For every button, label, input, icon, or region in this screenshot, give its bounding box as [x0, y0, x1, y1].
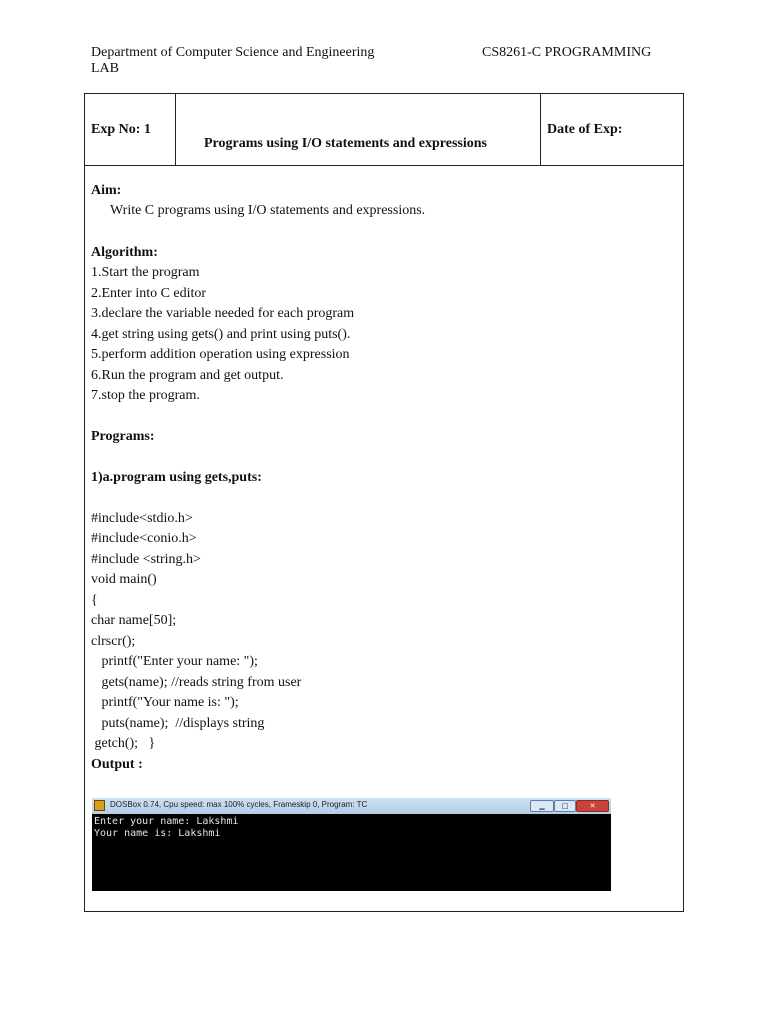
course-code: CS8261-C PROGRAMMING: [482, 45, 652, 60]
program-subheading: 1)a.program using gets,puts:: [91, 470, 262, 485]
algorithm-step: 1.Start the program: [91, 265, 200, 280]
console-line: Your name is: Lakshmi: [94, 828, 221, 839]
close-icon: ✕: [576, 800, 609, 812]
code-line: void main(): [91, 572, 157, 587]
exp-date-label: Date of Exp:: [547, 122, 623, 137]
algorithm-step: 3.declare the variable needed for each program: [91, 306, 355, 321]
dosbox-window-title: DOSBox 0.74, Cpu speed: max 100% cycles, Frameskip 0, Program: TC: [110, 800, 368, 809]
algorithm-heading: Algorithm:: [91, 245, 158, 260]
code-line: getch(); }: [91, 736, 156, 751]
dosbox-output-window: [92, 798, 611, 891]
algorithm-step: 6.Run the program and get output.: [91, 368, 284, 383]
code-line: char name[50];: [91, 613, 177, 628]
experiment-header-row: [85, 94, 683, 166]
maximize-icon: □: [554, 800, 576, 812]
exp-title-cell: [176, 94, 541, 165]
code-line: #include <string.h>: [91, 552, 201, 567]
experiment-frame: [84, 93, 684, 912]
output-heading: Output :: [91, 757, 143, 772]
code-line: gets(name); //reads string from user: [91, 675, 302, 690]
dosbox-titlebar: [92, 798, 611, 814]
code-line: clrscr();: [91, 634, 136, 649]
algorithm-step: 4.get string using gets() and print using puts().: [91, 327, 351, 342]
code-line: printf("Your name is: ");: [91, 695, 239, 710]
code-line: puts(name); //displays string: [91, 716, 265, 731]
programs-heading: Programs:: [91, 429, 155, 444]
algorithm-step: 5.perform addition operation using expression: [91, 347, 350, 362]
console-line: Enter your name: Lakshmi: [94, 816, 239, 827]
exp-no-cell: [85, 94, 176, 165]
code-line: #include<stdio.h>: [91, 511, 193, 526]
aim-text: Write C programs using I/O statements and expressions.: [110, 203, 426, 218]
algorithm-step: 2.Enter into C editor: [91, 286, 207, 301]
exp-date-cell: [541, 94, 683, 165]
minimize-icon: ▁: [530, 800, 554, 812]
code-line: {: [91, 593, 98, 608]
dosbox-app-icon: [94, 800, 105, 811]
code-line: printf("Enter your name: ");: [91, 654, 258, 669]
code-line: #include<conio.h>: [91, 531, 197, 546]
aim-heading: Aim:: [91, 183, 122, 198]
exp-no: Exp No: 1: [91, 122, 151, 137]
department-name: Department of Computer Science and Engineering LAB: [91, 45, 375, 76]
algorithm-step: 7.stop the program.: [91, 388, 200, 403]
exp-title: Programs using I/O statements and expressions: [204, 136, 488, 151]
